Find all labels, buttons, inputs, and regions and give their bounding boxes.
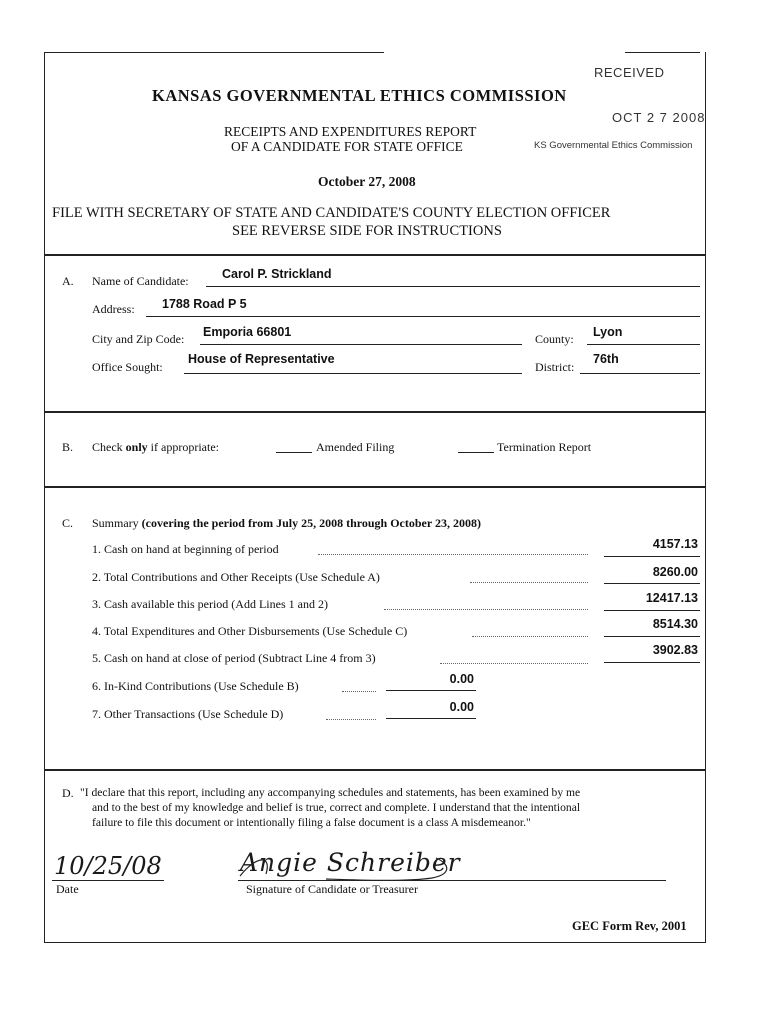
handwritten-date: 10/25/08 <box>54 852 162 880</box>
summary-heading <box>92 516 481 531</box>
section-a-letter: A. <box>62 274 74 288</box>
office-sought-line <box>184 373 522 374</box>
frame-left <box>44 52 45 942</box>
summary-line-6-value: 0.00 <box>449 672 474 686</box>
summary-line-3-leader <box>384 609 588 610</box>
candidate-name-line <box>206 286 700 287</box>
district-label: District: <box>535 360 575 374</box>
summary-line-1-value: 4157.13 <box>652 537 698 551</box>
city-zip-value: Emporia 66801 <box>203 325 292 339</box>
summary-line-3-value: 12417.13 <box>645 591 698 605</box>
check-instruction-suffix: if appropriate: <box>150 440 219 454</box>
amended-filing-label: Amended Filing <box>316 440 395 454</box>
address-label: Address: <box>92 302 135 316</box>
summary-line-3-label: 3. Cash available this period (Add Lines 1 and 2) <box>92 597 328 611</box>
commission-title: KANSAS GOVERNMENTAL ETHICS COMMISSION <box>152 86 567 105</box>
check-instruction-only: only <box>125 440 148 454</box>
summary-line-2-leader <box>470 582 588 583</box>
summary-line-1-label: 1. Cash on hand at beginning of period <box>92 542 279 556</box>
summary-line-5-rule <box>604 662 700 663</box>
report-title-line1: RECEIPTS AND EXPENDITURES REPORT <box>224 124 477 139</box>
signature-flourish <box>236 850 466 884</box>
see-reverse-instruction: SEE REVERSE SIDE FOR INSTRUCTIONS <box>232 223 502 239</box>
date-label: Date <box>56 882 79 896</box>
city-zip-label: City and Zip Code: <box>92 332 185 346</box>
summary-line-3-rule <box>604 610 700 611</box>
county-label: County: <box>535 332 574 346</box>
summary-heading-prefix: Summary <box>92 516 139 530</box>
candidate-name-value: Carol P. Strickland <box>222 267 332 281</box>
declaration-line-2: and to the best of my knowledge and belief is true, correct and complete. I understand that the intentional <box>92 801 581 814</box>
termination-report-label: Termination Report <box>497 440 592 454</box>
summary-line-7-rule <box>386 718 476 719</box>
declaration-line-3: failure to file this document or intentionally filing a false document is a class A misdemeanor." <box>92 816 531 829</box>
county-value: Lyon <box>593 325 623 339</box>
file-with-instruction: FILE WITH SECRETARY OF STATE AND CANDIDATE'S COUNTY ELECTION OFFICER <box>52 205 611 221</box>
summary-line-5-label: 5. Cash on hand at close of period (Subtract Line 4 from 3) <box>92 651 376 665</box>
section-a-top-rule <box>44 254 706 256</box>
address-value: 1788 Road P 5 <box>162 297 247 311</box>
address-line <box>146 316 700 317</box>
summary-line-6-rule <box>386 690 476 691</box>
handwritten-signature: Angie Schreiber <box>240 848 461 877</box>
summary-line-7-value: 0.00 <box>449 700 474 714</box>
city-zip-line <box>200 344 522 345</box>
frame-bottom <box>44 942 706 943</box>
summary-period: (covering the period from July 25, 2008 through October 23, 2008) <box>141 516 481 530</box>
section-b-top-rule <box>44 411 706 413</box>
summary-line-1-rule <box>604 556 700 557</box>
received-stamp-agency: KS Governmental Ethics Commission <box>534 140 693 151</box>
section-d-top-rule <box>44 769 706 771</box>
summary-line-1-leader <box>318 554 588 555</box>
summary-line-6-label: 6. In-Kind Contributions (Use Schedule B) <box>92 679 299 693</box>
summary-line-5-value: 3902.83 <box>652 643 698 657</box>
form-revision: GEC Form Rev, 2001 <box>572 919 687 933</box>
county-line <box>587 344 700 345</box>
declaration-line-1: "I declare that this report, including any accompanying schedules and statements, has been examined by me <box>80 786 581 799</box>
district-line <box>580 373 700 374</box>
frame-top-left <box>44 52 384 53</box>
received-stamp-date: OCT 2 7 2008 <box>612 110 706 125</box>
signature-label: Signature of Candidate or Treasurer <box>246 882 418 896</box>
summary-line-5-leader <box>440 663 588 664</box>
report-date: October 27, 2008 <box>318 174 416 189</box>
section-c-top-rule <box>44 486 706 488</box>
summary-line-4-label: 4. Total Expenditures and Other Disbursements (Use Schedule C) <box>92 624 408 638</box>
candidate-name-label: Name of Candidate: <box>92 274 189 288</box>
summary-line-4-rule <box>604 636 700 637</box>
summary-line-2-label: 2. Total Contributions and Other Receipts (Use Schedule A) <box>92 570 380 584</box>
section-b-letter: B. <box>62 440 74 454</box>
office-sought-value: House of Representative <box>188 352 335 366</box>
check-instruction <box>92 440 219 455</box>
summary-line-2-rule <box>604 583 700 584</box>
signature-line <box>238 880 666 881</box>
frame-top-right <box>625 52 700 53</box>
received-stamp-label: RECEIVED <box>594 65 665 80</box>
summary-line-4-leader <box>472 636 588 637</box>
report-title-line2: OF A CANDIDATE FOR STATE OFFICE <box>231 139 463 154</box>
termination-report-checkline[interactable] <box>458 452 494 453</box>
check-instruction-prefix: Check <box>92 440 123 454</box>
summary-line-7-leader <box>326 719 376 720</box>
date-line <box>52 880 164 881</box>
summary-line-2-value: 8260.00 <box>652 565 698 579</box>
frame-right <box>705 52 706 942</box>
section-d-letter: D. <box>62 786 74 800</box>
section-c-letter: C. <box>62 516 74 530</box>
amended-filing-checkline[interactable] <box>276 452 312 453</box>
district-value: 76th <box>593 352 619 366</box>
office-sought-label: Office Sought: <box>92 360 163 374</box>
summary-line-4-value: 8514.30 <box>652 617 698 631</box>
summary-line-7-label: 7. Other Transactions (Use Schedule D) <box>92 707 284 721</box>
summary-line-6-leader <box>342 691 376 692</box>
